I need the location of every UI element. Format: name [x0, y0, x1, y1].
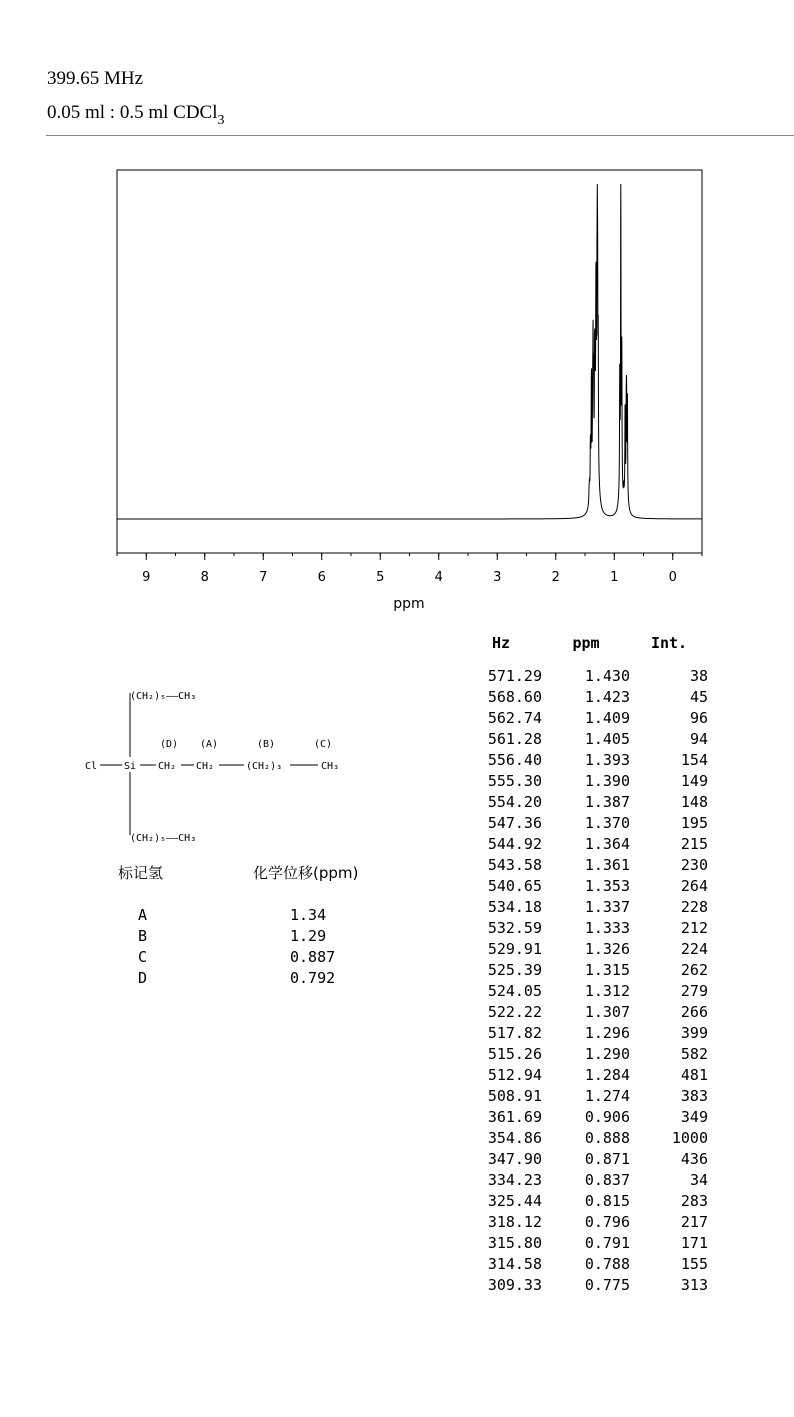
shift-label: C	[138, 948, 148, 966]
peak-hz: 524.05	[487, 982, 542, 1000]
peak-ppm: 1.296	[584, 1024, 630, 1042]
peak-hz: 547.36	[487, 814, 542, 832]
peak-hz: 556.40	[487, 751, 542, 769]
plot-frame	[117, 170, 702, 553]
peak-int: 228	[680, 898, 708, 916]
peak-hz: 315.80	[487, 1234, 542, 1252]
peak-int: 171	[680, 1234, 708, 1252]
peak-hz: 529.91	[487, 940, 542, 958]
peak-row	[460, 1002, 708, 1023]
peak-row	[460, 1128, 708, 1149]
peak-row	[460, 1023, 708, 1044]
top-chain: (CH₂)₅——CH₃	[130, 691, 197, 702]
peak-hz: 540.65	[487, 877, 542, 895]
x-tick-label: 9	[142, 570, 151, 585]
peak-ppm: 1.390	[584, 772, 630, 790]
peak-row	[460, 666, 708, 687]
peak-int: 481	[680, 1066, 708, 1084]
chlorine-atom: Cl	[85, 761, 98, 772]
peak-ppm: 1.361	[584, 856, 630, 874]
peak-hz: 515.26	[487, 1045, 542, 1063]
peak-row	[460, 1149, 708, 1170]
peak-row	[460, 750, 708, 771]
peak-row	[460, 771, 708, 792]
shift-label: D	[138, 969, 148, 987]
peak-row	[460, 897, 708, 918]
peak-row	[460, 1191, 708, 1212]
peak-int: 94	[689, 730, 708, 748]
peak-table-header	[460, 634, 708, 666]
peak-hz: 347.90	[487, 1150, 542, 1168]
peak-row	[460, 939, 708, 960]
x-axis-label: ppm	[393, 596, 425, 612]
peak-ppm: 1.290	[584, 1045, 630, 1063]
peak-int: 224	[680, 940, 708, 958]
peak-int: 34	[689, 1171, 708, 1189]
peak-ppm: 1.326	[584, 940, 630, 958]
peak-hz: 554.20	[487, 793, 542, 811]
shift-header: 化学位移(ppm)	[253, 864, 359, 882]
ppm-header: ppm	[572, 634, 600, 652]
x-tick-label: 7	[259, 570, 268, 585]
peak-int: 313	[680, 1276, 708, 1294]
peak-hz: 517.82	[487, 1024, 542, 1042]
x-tick-label: 3	[493, 570, 502, 585]
hz-header: Hz	[491, 634, 511, 652]
shift-value: 0.792	[290, 969, 336, 987]
x-tick-label: 6	[317, 570, 326, 585]
peak-row	[460, 687, 708, 708]
peak-ppm: 0.906	[584, 1108, 630, 1126]
nmr-spectrum-chart	[100, 160, 720, 620]
spectrum-trace	[117, 184, 702, 519]
peak-hz: 571.29	[487, 667, 542, 685]
peak-hz: 508.91	[487, 1087, 542, 1105]
peak-row	[460, 876, 708, 897]
peak-hz: 534.18	[487, 898, 542, 916]
peak-ppm: 1.393	[584, 751, 630, 769]
peak-row	[460, 960, 708, 981]
peak-row	[460, 708, 708, 729]
peak-int: 349	[680, 1108, 708, 1126]
peak-row	[460, 834, 708, 855]
peak-ppm: 1.312	[584, 982, 630, 1000]
peak-int: 155	[680, 1255, 708, 1273]
peak-ppm: 1.337	[584, 898, 630, 916]
peak-row	[460, 792, 708, 813]
molecular-structure	[80, 675, 380, 845]
shift-value: 0.887	[290, 948, 336, 966]
peak-int: 266	[680, 1003, 708, 1021]
peak-hz: 325.44	[487, 1192, 542, 1210]
peak-row	[460, 729, 708, 750]
peak-table	[460, 634, 708, 1296]
peak-ppm: 1.315	[584, 961, 630, 979]
peak-hz: 555.30	[487, 772, 542, 790]
peak-row	[460, 1233, 708, 1254]
peak-int: 212	[680, 919, 708, 937]
peak-hz: 334.23	[487, 1171, 542, 1189]
peak-int: 45	[689, 688, 708, 706]
peak-hz: 354.86	[487, 1129, 542, 1147]
peak-row	[460, 1065, 708, 1086]
peak-int: 264	[680, 877, 708, 895]
shift-value: 1.29	[290, 927, 327, 945]
peak-ppm: 1.387	[584, 793, 630, 811]
peak-int: 436	[680, 1150, 708, 1168]
sample-subscript: 3	[217, 113, 225, 128]
peak-ppm: 0.796	[584, 1213, 630, 1231]
peak-int: 399	[680, 1024, 708, 1042]
x-tick-label: 4	[434, 570, 443, 585]
peak-row	[460, 1254, 708, 1275]
peak-row	[460, 918, 708, 939]
peak-hz: 544.92	[487, 835, 542, 853]
peak-row	[460, 1107, 708, 1128]
peak-ppm: 1.364	[584, 835, 630, 853]
peak-ppm: 1.430	[584, 667, 630, 685]
x-tick-label: 0	[668, 570, 677, 585]
x-tick-label: 2	[551, 570, 560, 585]
x-tick-label: 5	[376, 570, 385, 585]
peak-hz: 512.94	[487, 1066, 542, 1084]
peak-row	[460, 1212, 708, 1233]
peak-ppm: 1.274	[584, 1087, 630, 1105]
label-header: 标记氢	[118, 864, 164, 882]
ch2-a: CH₂	[196, 761, 215, 772]
peak-ppm: 1.333	[584, 919, 630, 937]
peak-row	[460, 1086, 708, 1107]
peak-ppm: 0.791	[584, 1234, 630, 1252]
peak-int: 279	[680, 982, 708, 1000]
peak-int: 230	[680, 856, 708, 874]
peak-ppm: 0.775	[584, 1276, 630, 1294]
peak-hz: 522.22	[487, 1003, 542, 1021]
peak-ppm: 0.888	[584, 1129, 630, 1147]
peak-ppm: 0.837	[584, 1171, 630, 1189]
peak-ppm: 1.307	[584, 1003, 630, 1021]
peak-row	[460, 1275, 708, 1296]
peak-hz: 318.12	[487, 1213, 542, 1231]
label-b: (B)	[257, 739, 276, 750]
peak-hz: 568.60	[487, 688, 542, 706]
peak-hz: 314.58	[487, 1255, 542, 1273]
peak-ppm: 1.284	[584, 1066, 630, 1084]
peak-int: 215	[680, 835, 708, 853]
peak-int: 38	[689, 667, 708, 685]
peak-row	[460, 981, 708, 1002]
peak-int: 383	[680, 1087, 708, 1105]
peak-ppm: 1.409	[584, 709, 630, 727]
peak-int: 149	[680, 772, 708, 790]
bottom-chain: (CH₂)₅——CH₃	[130, 833, 197, 844]
peak-int: 1000	[671, 1129, 708, 1147]
peak-int: 217	[680, 1213, 708, 1231]
peak-ppm: 0.788	[584, 1255, 630, 1273]
header-divider	[46, 135, 794, 136]
peak-ppm: 1.405	[584, 730, 630, 748]
peak-int: 148	[680, 793, 708, 811]
int-header: Int.	[650, 634, 688, 652]
peak-hz: 562.74	[487, 709, 542, 727]
ch2-d: CH₂	[158, 761, 177, 772]
peak-hz: 561.28	[487, 730, 542, 748]
peak-hz: 543.58	[487, 856, 542, 874]
peak-row	[460, 813, 708, 834]
silicon-atom: Si	[124, 761, 137, 772]
peak-hz: 532.59	[487, 919, 542, 937]
spectrometer-frequency: 399.65 MHz	[47, 68, 144, 89]
shift-label: B	[138, 927, 148, 945]
peak-ppm: 1.353	[584, 877, 630, 895]
peak-row	[460, 1044, 708, 1065]
sample-main: 0.05 ml : 0.5 ml CDCl	[47, 102, 218, 123]
peak-int: 582	[680, 1045, 708, 1063]
peak-ppm: 0.815	[584, 1192, 630, 1210]
peak-int: 96	[689, 709, 708, 727]
label-a: (A)	[200, 739, 219, 750]
shift-value: 1.34	[290, 906, 327, 924]
peak-ppm: 1.370	[584, 814, 630, 832]
peak-row	[460, 855, 708, 876]
peak-ppm: 0.871	[584, 1150, 630, 1168]
shift-label: A	[138, 906, 148, 924]
peak-hz: 309.33	[487, 1276, 542, 1294]
peak-int: 262	[680, 961, 708, 979]
peak-hz: 525.39	[487, 961, 542, 979]
label-d: (D)	[160, 739, 179, 750]
peak-int: 154	[680, 751, 708, 769]
label-c: (C)	[314, 739, 333, 750]
sample-description	[47, 102, 225, 129]
x-axis	[117, 553, 702, 585]
x-tick-label: 8	[200, 570, 209, 585]
peak-ppm: 1.423	[584, 688, 630, 706]
peak-row	[460, 1170, 708, 1191]
peak-int: 283	[680, 1192, 708, 1210]
ch2-b: (CH₂)₃	[246, 761, 283, 772]
peak-hz: 361.69	[487, 1108, 542, 1126]
ch3-c: CH₃	[321, 761, 340, 772]
peak-int: 195	[680, 814, 708, 832]
x-tick-label: 1	[610, 570, 619, 585]
